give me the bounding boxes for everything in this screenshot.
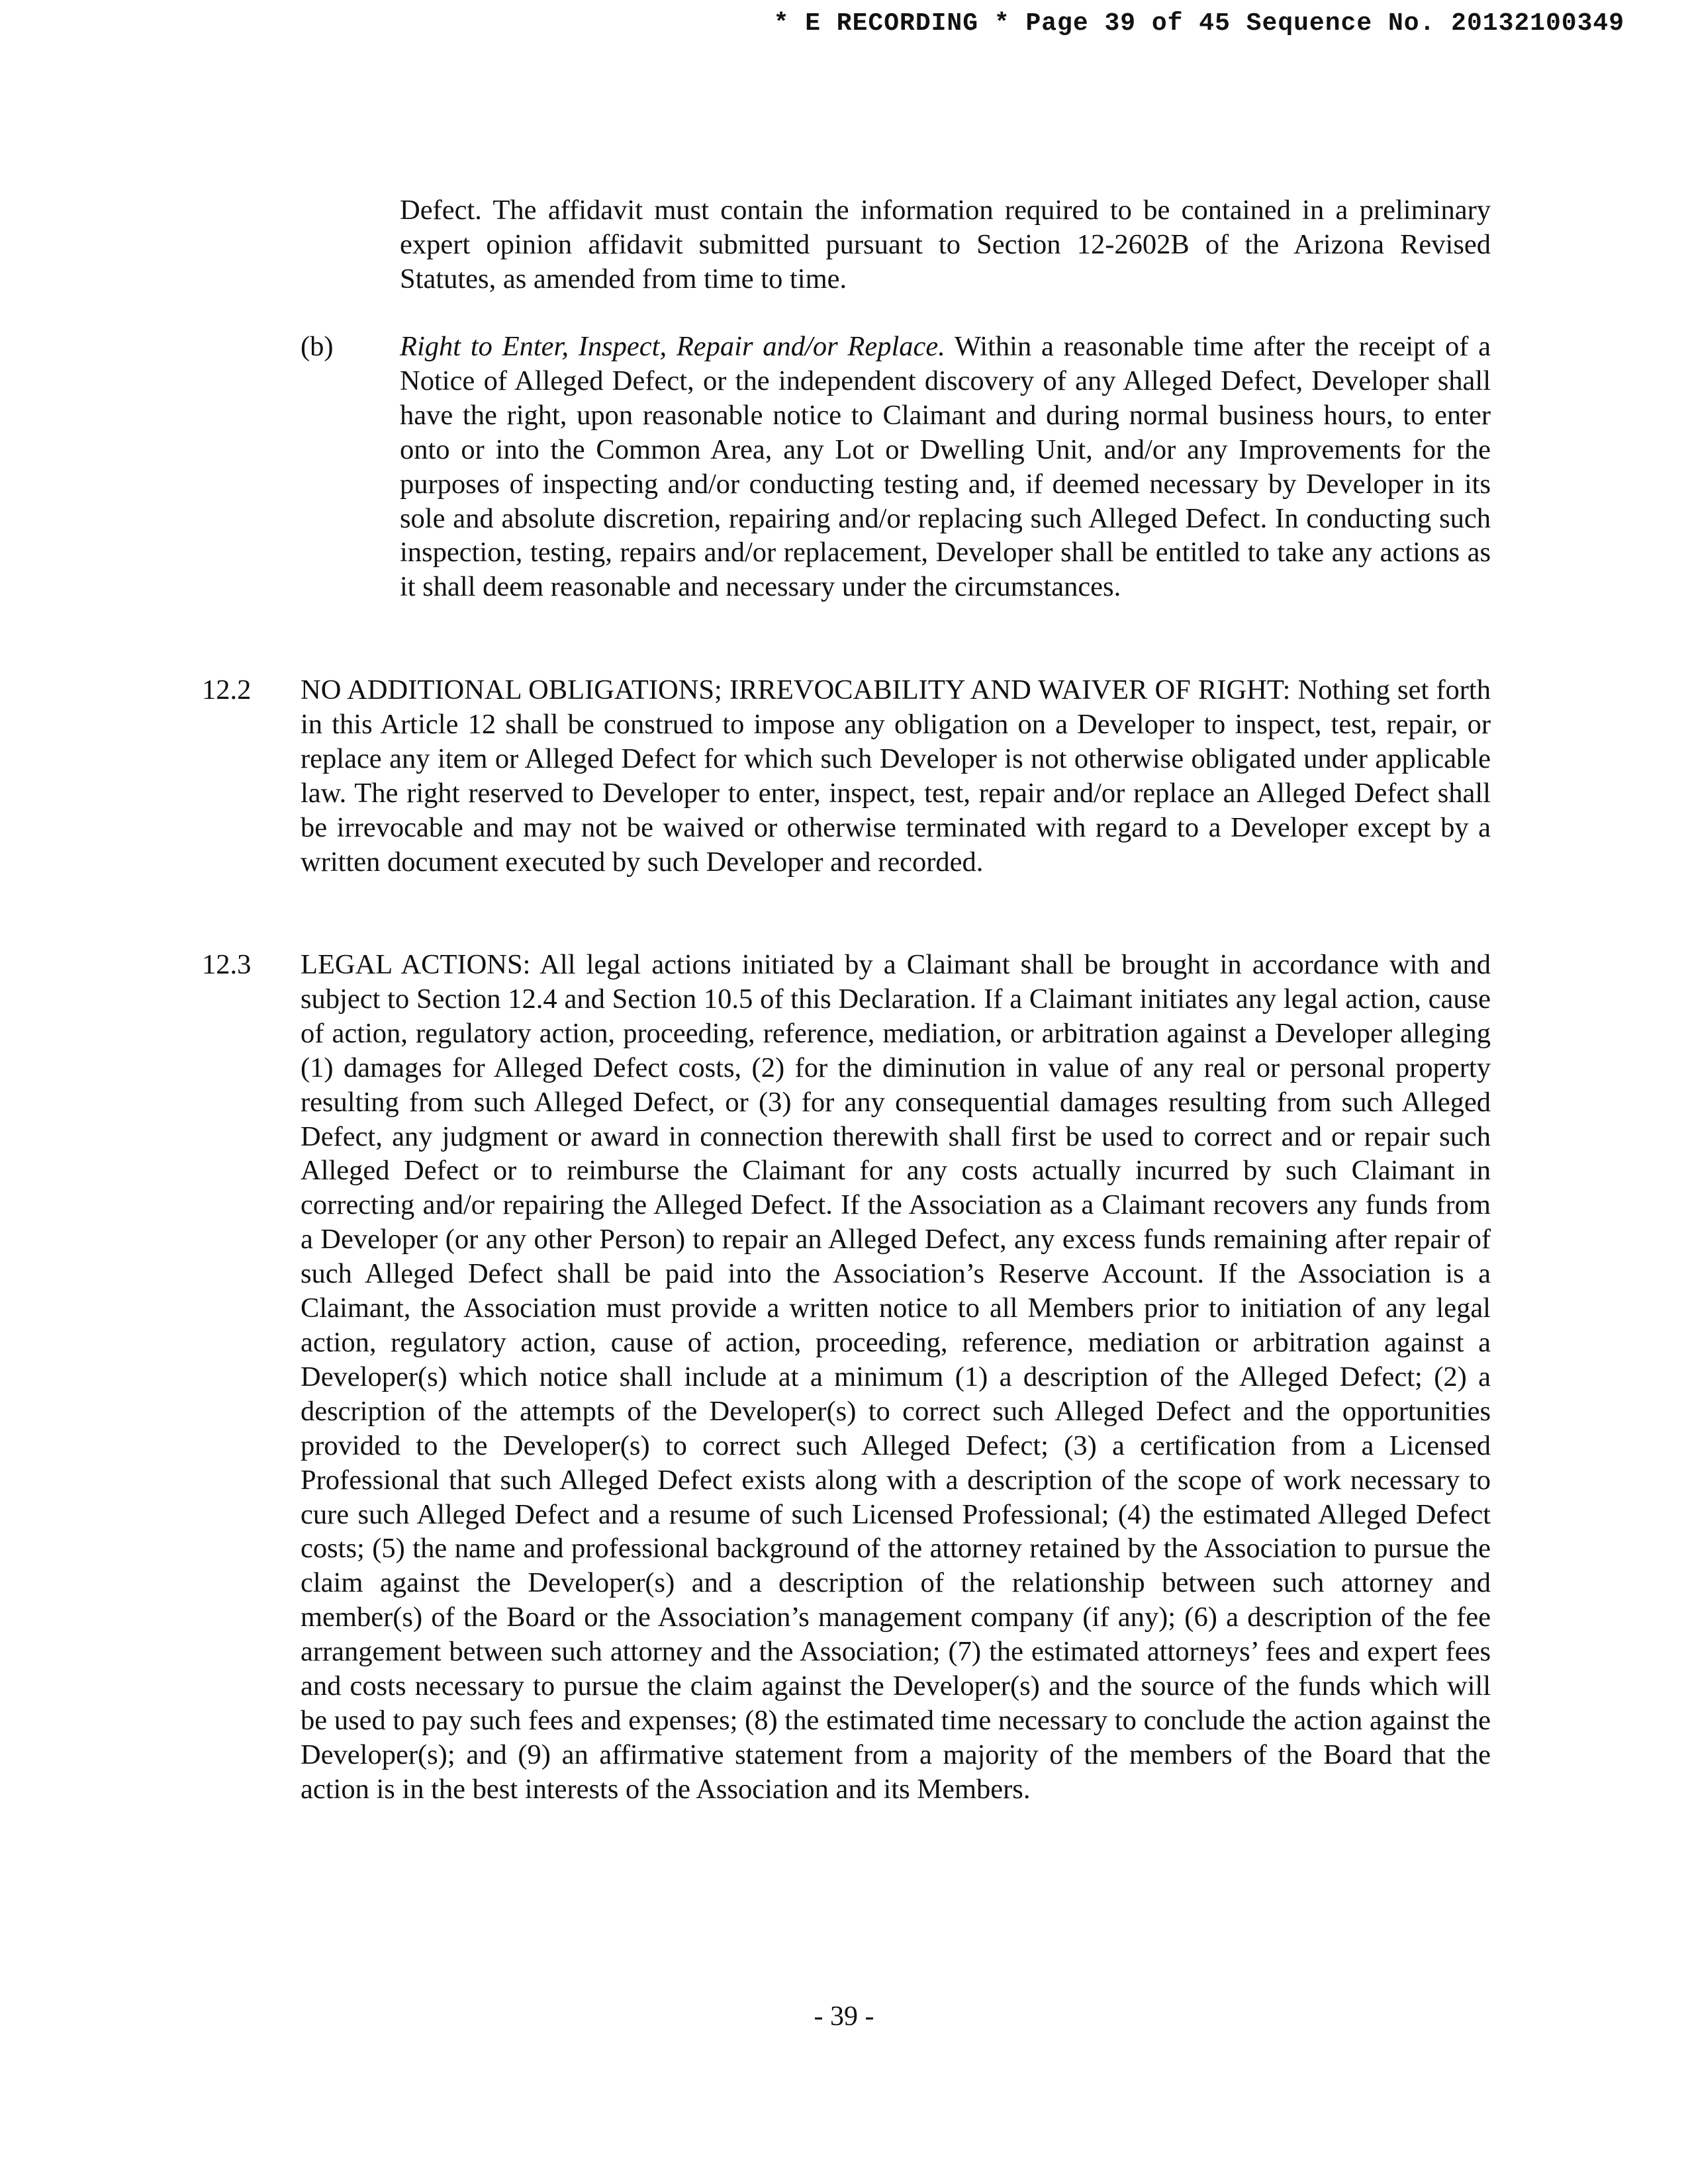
section-12-2-text: NO ADDITIONAL OBLIGATIONS; IRREVOCABILITY AND WAIVER OF RIGHT: Nothing set forth in this Article 12 shall be construed to impose any obligation on a Developer to inspect, test, repair, or replace any item or Alleged Defect for which such Developer is not otherwise obligated under applicable law. The right reserved to Developer to enter, inspect, test, repair and/or replace an Alleged Defect shall be irrevocable and may not be waived or otherwise terminated with regard to a Developer except by a written document executed by such Developer and recorded. [301, 674, 1491, 878]
section-12-3 [301, 948, 1491, 1807]
page-number: - 39 - [814, 2001, 874, 2032]
section-12-2-number: 12.2 [202, 674, 252, 705]
paragraph-b-title: Right to Enter, Inspect, Repair and/or Replace. [400, 331, 945, 362]
recording-header: * E RECORDING * Page 39 of 45 Sequence No. 20132100349 [773, 9, 1624, 38]
paragraph-b [400, 330, 1491, 604]
paragraph-b-label: (b) [301, 331, 334, 362]
paragraph-a-continuation [400, 193, 1491, 296]
section-12-3-text: LEGAL ACTIONS: All legal actions initiated by a Claimant shall be brought in accordance with and subject to Section 12.4 and Section 10.5 of this Declaration. If a Claimant initiates any legal action, cause of action, regulatory action, proceeding, reference, mediation, or arbitration against a Developer alleging (1) damages for Alleged Defect costs, (2) for the diminution in value of any real or personal property resulting from such Alleged Defect, or (3) for any consequential damages resulting from such Alleged Defect, any judgment or award in connection therewith shall first be used to correct and or repair such Alleged Defect or to reimburse the Claimant for any costs actually incurred by such Claimant in correcting and/or repairing the Alleged Defect. If the Association as a Claimant recovers any funds from a Developer (or any other Person) to repair an Alleged Defect, any excess funds remaining after repair of such Alleged Defect shall be paid into the Association’s Reserve Account. If the Association is a Claimant, the Association must provide a written notice to all Members prior to initiation of any legal action, regulatory action, cause of action, proceeding, reference, mediation or arbitration against a Developer(s) which notice shall include at a minimum (1) a description of the Alleged Defect; (2) a description of the attempts of the Developer(s) to correct such Alleged Defect and the opportunities provided to the Developer(s) to correct such Alleged Defect; (3) a certification from a Licensed Professional that such Alleged Defect exists along with a description of the scope of work necessary to cure such Alleged Defect and a resume of such Licensed Professional; (4) the estimated Alleged Defect costs; (5) the name and professional background of the attorney retained by the Association to pursue the claim against the Developer(s) and a description of the relationship between such attorney and member(s) of the Board or the Association’s management company (if any); (6) a description of the fee arrangement between such attorney and the Association; (7) the estimated attorneys’ fees and expert fees and costs necessary to pursue the claim against the Developer(s) and the source of the funds which will be used to pay such fees and expenses; (8) the estimated time necessary to conclude the action against the Developer(s); and (9) an affirmative statement from a majority of the members of the Board that the action is in the best interests of the Association and its Members. [301, 949, 1491, 1805]
section-12-2 [301, 673, 1491, 879]
section-12-3-number: 12.3 [202, 949, 252, 980]
paragraph-b-text: Within a reasonable time after the receipt of a Notice of Alleged Defect, or the independent discovery of any Alleged Defect, Developer shall have the right, upon reasonable notice to Claimant and during normal business hours, to enter onto or into the Common Area, any Lot or Dwelling Unit, and/or any Improvements for the purposes of inspecting and/or conducting testing and, if deemed necessary by Developer in its sole and absolute discretion, repairing and/or replacing such Alleged Defect. In conducting such inspection, testing, repairs and/or replacement, Developer shall be entitled to take any actions as it shall deem reasonable and necessary under the circumstances. [400, 331, 1491, 603]
paragraph-a-text: Defect. The affidavit must contain the information required to be contained in a preliminary expert opinion affidavit submitted pursuant to Section 12-2602B of the Arizona Revised Statutes, as amended from time to time. [400, 195, 1491, 295]
